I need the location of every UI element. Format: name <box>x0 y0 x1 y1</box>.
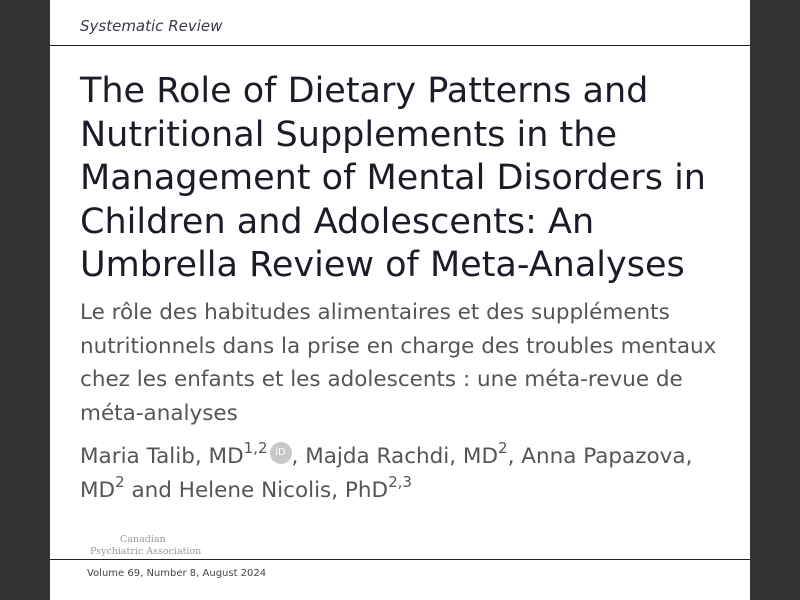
author-affiliation: 2,3 <box>388 473 412 491</box>
author-affiliation: 1,2 <box>243 439 268 457</box>
author-separator: , <box>291 444 306 469</box>
author-name: Anna Papazova, MD <box>80 444 693 503</box>
journal-citation: Volume 69, Number 8, August 2024 <box>87 568 267 579</box>
author-name: Helene Nicolis, PhD <box>178 478 389 503</box>
author-affiliation: 2 <box>115 473 125 491</box>
article-french-title: Le rôle des habitudes alimentaires et des suppléments nutritionnels dans la prise en charge des troubles mentaux chez les enfants et les adolescents : une méta-revue de méta-analyses <box>80 300 717 427</box>
article-type-label: Systematic Review <box>80 17 223 35</box>
logo-text-line2: Psychiatric Association <box>90 546 202 557</box>
footer-divider <box>50 559 750 560</box>
orcid-icon[interactable]: iD <box>270 442 292 464</box>
author-conjunction: and <box>124 478 179 503</box>
author-list <box>80 440 730 508</box>
header-divider <box>50 45 750 46</box>
association-logo <box>90 534 230 558</box>
logo-text-line1: Canadian <box>120 534 166 545</box>
author-affiliation: 2 <box>498 439 508 457</box>
author-name: Maria Talib, MD <box>80 444 244 469</box>
author-separator: , <box>507 444 522 469</box>
article-title: The Role of Dietary Patterns and Nutritional Supplements in the Management of Mental Disorders in Children and Adolescents: An Umbrella Review of Meta-Analyses <box>80 71 706 285</box>
article-page <box>50 0 750 600</box>
author-name: Majda Rachdi, MD <box>305 444 499 469</box>
